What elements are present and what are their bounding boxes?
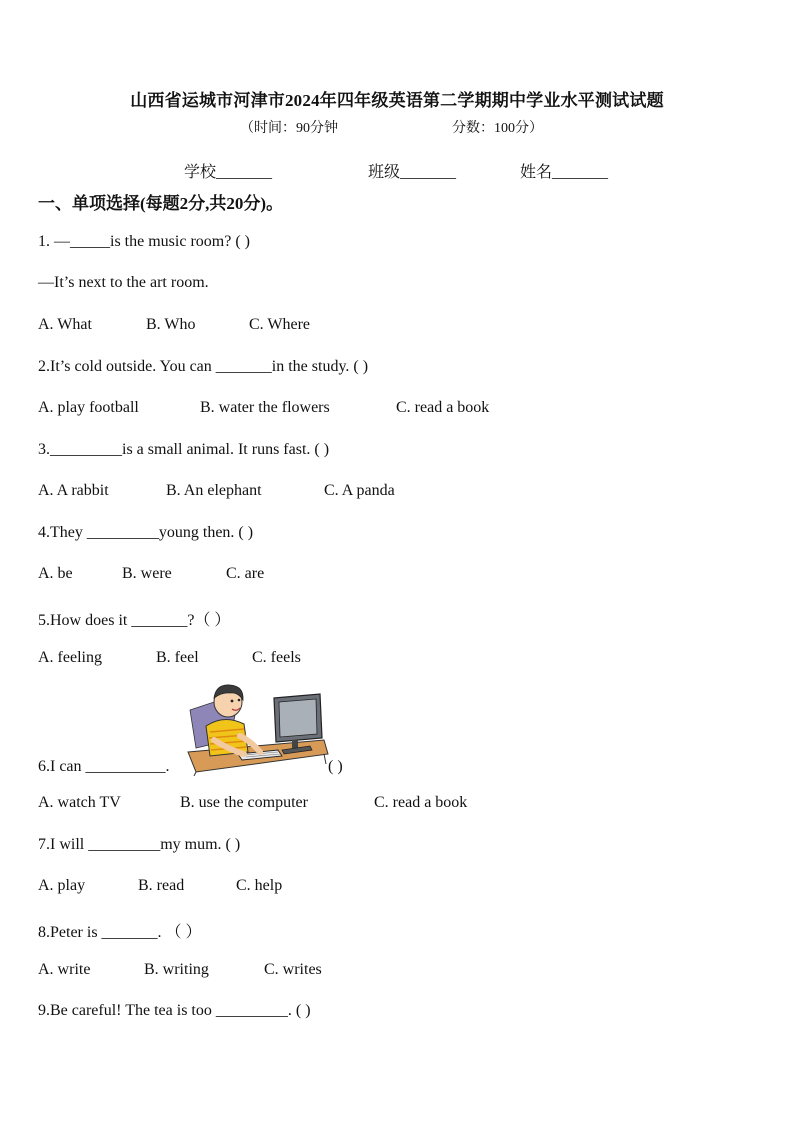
exam-time: （时间：90分钟 [240,121,338,136]
q3-option-a: A. A rabbit [38,482,109,499]
school-field: 学校_______ [184,164,273,181]
q6-answer-bracket: ( ) [328,758,343,775]
q5-option-a: A. feeling [38,649,102,666]
exam-title: 山西省运城市河津市2024年四年级英语第二学期期中学业水平测试试题 [130,91,664,110]
exam-score: 分数：100分） [452,121,543,136]
name-field: 姓名_______ [520,164,609,181]
q6-option-b: B. use the computer [180,794,308,811]
q3-option-b: B. An elephant [166,482,262,499]
section-heading: 一、单项选择(每题2分,共20分)。 [38,194,284,213]
q2-option-c: C. read a book [396,399,490,416]
q8-option-a: A. write [38,961,91,978]
q1-option-b: B. Who [146,316,196,333]
q4-option-b: B. were [122,565,172,582]
q7-option-b: B. read [138,877,185,894]
q6-option-a: A. watch TV [38,794,121,811]
question-5: 5.How does it _______?（ ） [38,612,231,629]
q2-option-b: B. water the flowers [200,399,330,416]
boy-using-computer-illustration [186,680,331,776]
q4-option-c: C. are [226,565,265,582]
question-3: 3._________is a small animal. It runs fast. ( ) [38,441,330,458]
question-1: 1. —_____is the music room? ( ) [38,233,250,250]
question-9: 9.Be careful! The tea is too _________. ( ) [38,1002,311,1019]
question-1-response: —It’s next to the art room. [38,274,209,291]
question-8: 8.Peter is _______. （ ） [38,924,202,941]
q4-option-a: A. be [38,565,73,582]
q3-option-c: C. A panda [324,482,395,499]
question-2: 2.It’s cold outside. You can _______in the study. ( ) [38,358,369,375]
q1-option-c: C. Where [249,316,311,333]
q8-option-c: C. writes [264,961,322,978]
question-4: 4.They _________young then. ( ) [38,524,254,541]
q8-option-b: B. writing [144,961,209,978]
question-6: 6.I can __________. [38,758,170,775]
q7-option-c: C. help [236,877,283,894]
q1-option-a: A. What [38,316,92,333]
q7-option-a: A. play [38,877,86,894]
question-7: 7.I will _________my mum. ( ) [38,836,241,853]
q5-option-b: B. feel [156,649,199,666]
q5-option-c: C. feels [252,649,301,666]
q6-option-c: C. read a book [374,794,468,811]
class-field: 班级_______ [368,164,457,181]
q2-option-a: A. play football [38,399,139,416]
